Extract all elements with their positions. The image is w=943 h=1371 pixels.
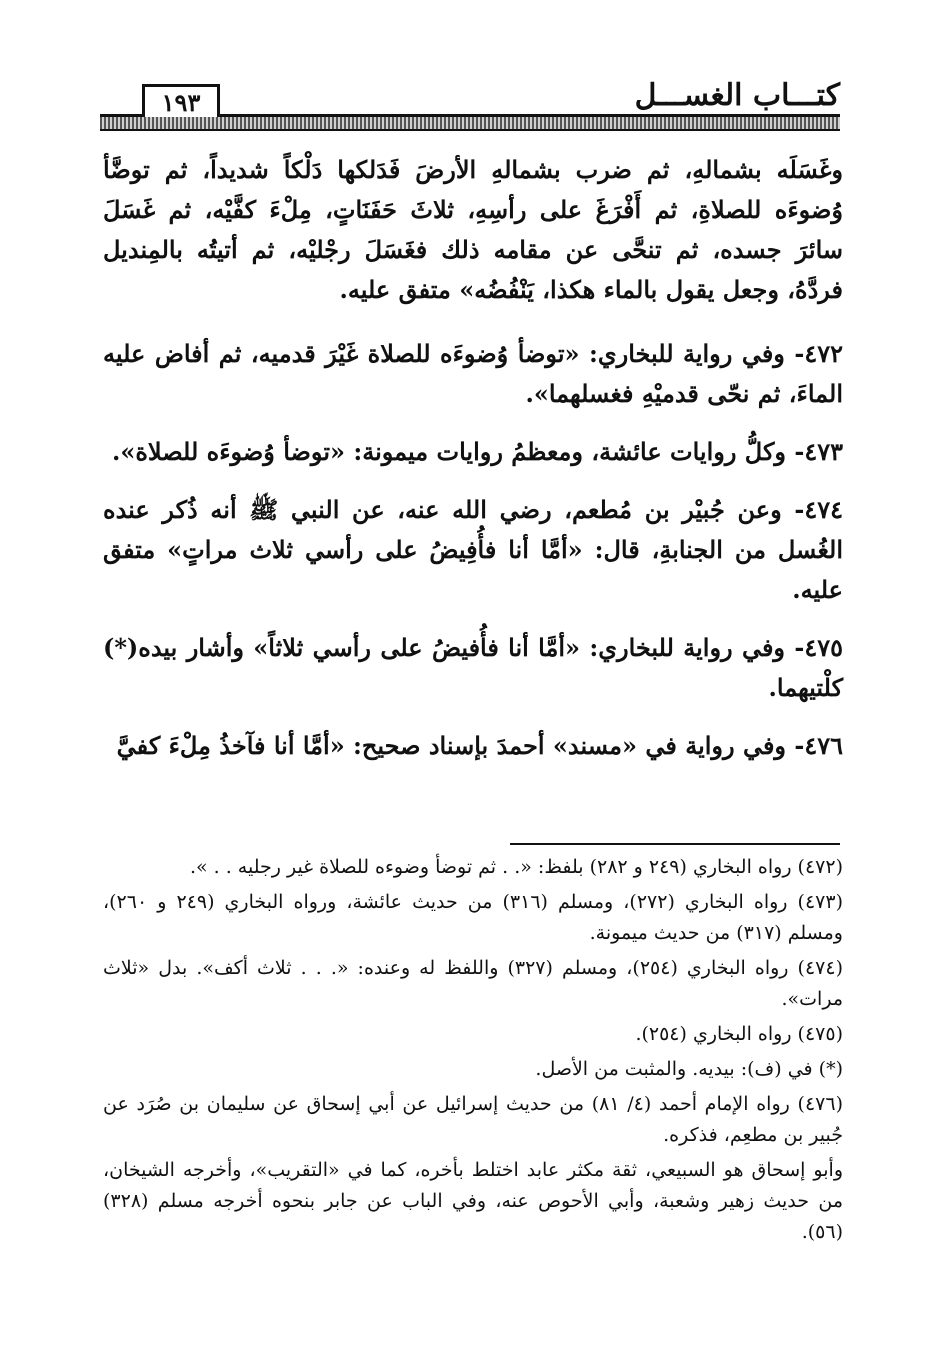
page-number: ١٩٣	[142, 84, 220, 117]
footnote-472: (٤٧٢) رواه البخاري (٢٤٩ و ٢٨٢) بلفظ: «. . ثم توضأ وضوءه للصلاة غير رجليه . . ».	[189, 856, 843, 878]
footnote-475: (٤٧٥) رواه البخاري (٢٥٤).	[635, 1023, 843, 1045]
page-header	[100, 70, 840, 130]
hadith-473: ٤٧٣- وكلُّ روايات عائشة، ومعظمُ روايات ميمونة: «توضأ وُضوءَه للصلاة».	[111, 437, 843, 466]
footnotes	[103, 852, 843, 1252]
hadith-472: ٤٧٢- وفي رواية للبخاري: «توضأ وُضوءَه للصلاة غَيْرَ قدميه، ثم أفاض عليه الماءَ، ثم نحّى قدميْهِ فغسلهما».	[103, 339, 843, 408]
chapter-title: كتـــاب الغســـل	[634, 78, 840, 113]
footnote-476: (٤٧٦) رواه الإمام أحمد (٤/ ٨١) من حديث إسرائيل عن أبي إسحاق عن سليمان بن صُرَد عن جُبير بن مطعِم، فذكره.	[103, 1093, 843, 1146]
paragraph-continuation: وغَسَلَه بشمالهِ، ثم ضرب بشمالهِ الأرضَ فَدَلكها دَلْكاً شديداً، ثم توضَّأ وُضوءَه للصلاةِ، ثم أَفْرَغَ على رأسِهِ، ثلاثَ حَفَنَاتٍ، مِلْءَ كفَّيْه، ثم غَسَلَ سائرَ جسده، ثم تنحَّى عن مقامه ذلك فغَسَلَ رجْليْه، ثم أتيتُه بالمِنديل فردَّهُ، وجعل يقول بالماء هكذا، يَنْفُضُه» متفق عليه.	[103, 155, 843, 304]
footnote-star: (*) في (ف): بيديه. والمثبت من الأصل.	[535, 1058, 843, 1080]
hadith-476: ٤٧٦- وفي رواية في «مسند» أحمدَ بإسناد صحيح: «أمَّا أنا فآخذُ مِلْءَ كفيَّ	[116, 731, 843, 760]
hadith-475: ٤٧٥- وفي رواية للبخاري: «أمَّا أنا فأُفيضُ على رأسي ثلاثاً» وأشار بيده(*) كلْتيهما.	[103, 633, 843, 702]
hadith-474: ٤٧٤- وعن جُبيْر بن مُطعم، رضي الله عنه، عن النبي ﷺ أنه ذُكر عنده الغُسل من الجنابةِ، قال: «أمَّا أنا فأُفِيضُ على رأسي ثلاث مراتٍ» متفق عليه.	[103, 495, 843, 604]
footnote-474: (٤٧٤) رواه البخاري (٢٥٤)، ومسلم (٣٢٧) واللفظ له وعنده: «. . . ثلاث أكف». بدل «ثلاث مرات».	[103, 957, 843, 1010]
footnote-divider	[510, 843, 840, 845]
footnote-473: (٤٧٣) رواه البخاري (٢٧٢)، ومسلم (٣١٦) من حديث عائشة، ورواه البخاري (٢٤٩ و ٢٦٠)، ومسلم (٣١٧) من حديث ميمونة.	[103, 891, 843, 944]
main-text	[103, 150, 843, 784]
footnote-476-note: وأبو إسحاق هو السبيعي، ثقة مكثر عابد اختلط بأخره، كما في «التقريب»، وأخرجه الشيخان، من حديث زهير وشعبة، وأبي الأحوص عنه، وفي الباب عن جابر بنحوه أخرجه مسلم (٣٢٨) (٥٦).	[103, 1159, 843, 1243]
